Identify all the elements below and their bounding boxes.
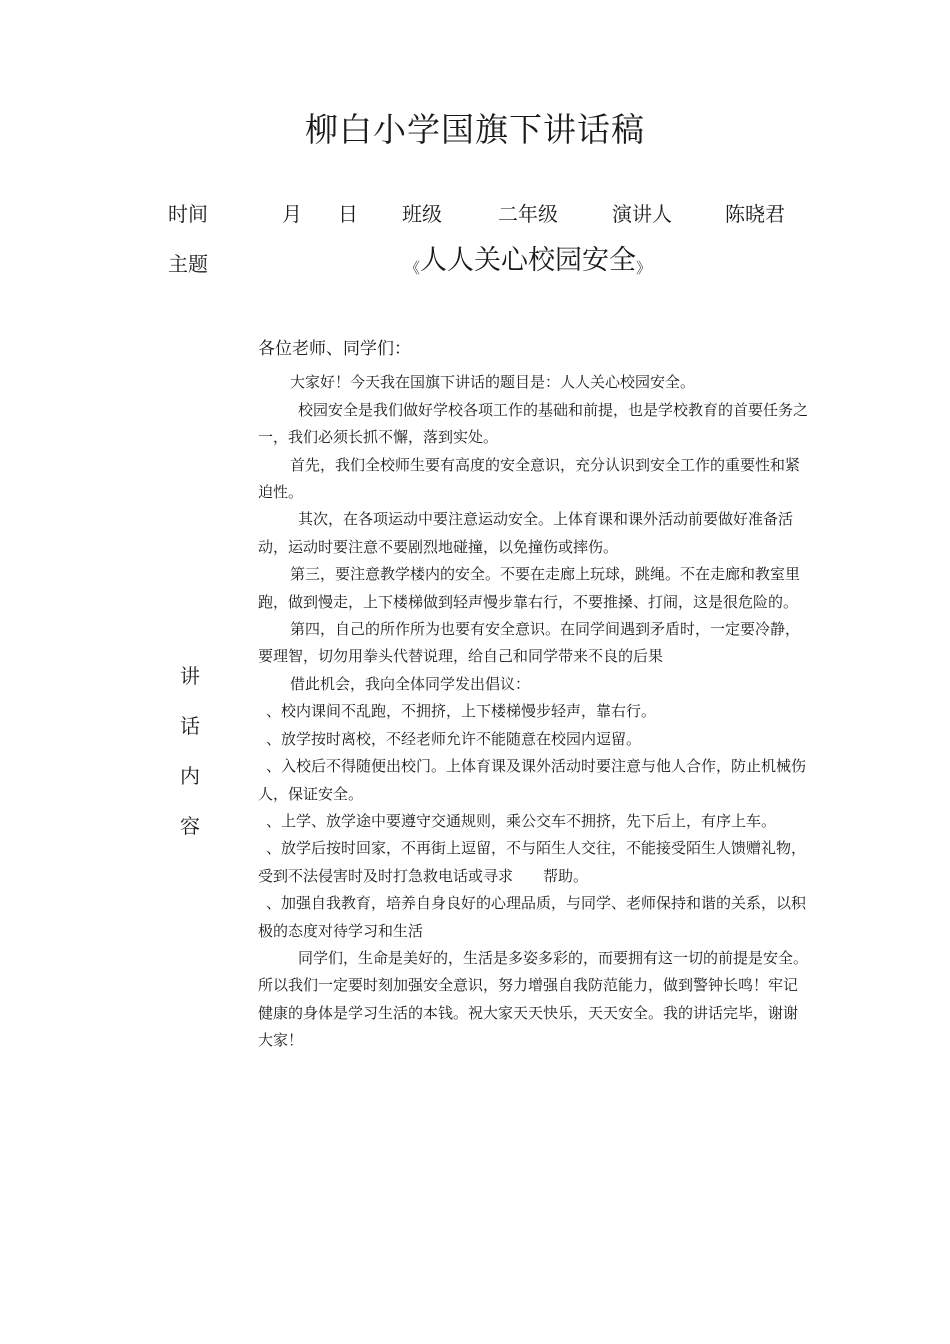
month-label: 月 bbox=[282, 202, 302, 226]
section-label-char: 讲 bbox=[180, 664, 200, 688]
theme-open-quote: 《 bbox=[405, 259, 421, 277]
list-item: 、放学按时离校，不经老师允许不能随意在校园内逗留。 bbox=[266, 729, 642, 748]
paragraph: 借此机会，我向全体同学发出倡议： bbox=[290, 674, 531, 693]
greeting: 各位老师、同学们： bbox=[258, 339, 411, 359]
paragraph: 其次，在各项运动中要注意运动安全。上体育课和课外活动前要做好准备活动，运动时要注意不要剧烈地碰撞，以免撞伤或摔伤。 bbox=[258, 510, 794, 556]
theme-label: 主题 bbox=[168, 252, 208, 276]
paragraph: 首先，我们全校师生要有高度的安全意识，充分认识到安全工作的重要性和紧迫性。 bbox=[258, 455, 801, 502]
section-label-char: 话 bbox=[180, 714, 200, 738]
list-item: 、校内课间不乱跑，不拥挤，上下楼梯慢步轻声，靠右行。 bbox=[266, 702, 657, 721]
section-label-char: 容 bbox=[180, 814, 200, 838]
section-label-char: 内 bbox=[180, 764, 200, 788]
theme-value: 人人关心校园安全 bbox=[420, 245, 637, 276]
class-label: 班级 bbox=[402, 202, 442, 226]
paragraph: 校园安全是我们做好学校各项工作的基础和前提，也是学校教育的首要任务之一，我们必须长抓不懈，落到实处。 bbox=[258, 400, 809, 447]
theme-close-quote: 》 bbox=[636, 259, 652, 277]
list-item: 、入校后不得随便出校门。上体育课及课外活动时要注意与他人合作，防止机械伤人，保证安全。 bbox=[258, 757, 807, 803]
paragraph: 同学们，生命是美好的，生活是多姿多彩的，而要拥有这一切的前提是安全。所以我们一定要时刻加强安全意识，努力增强自我防范能力，做到警钟长鸣！牢记健康的身体是学习生活的本钱。祝大家天天快乐，天天安全。我的讲话完毕，谢谢大家！ bbox=[258, 948, 809, 1050]
section-label-vertical bbox=[180, 660, 204, 860]
list-item: 、上学、放学途中要遵守交通规则，乘公交车不拥挤，先下后上，有序上车。 bbox=[266, 811, 777, 830]
class-value: 二年级 bbox=[498, 202, 558, 226]
document-title: 柳白小学国旗下讲话稿 bbox=[305, 110, 645, 149]
day-label: 日 bbox=[338, 202, 358, 226]
paragraph: 第四，自己的所作所为也要有安全意识。在同学间遇到矛盾时，一定要冷静，要理智，切勿用拳头代替说理，给自己和同学带来不良的后果 bbox=[258, 620, 801, 666]
list-item: 、放学后按时回家，不再街上逗留，不与陌生人交往，不能接受陌生人馈赠礼物，受到不法侵害时及时打急救电话或寻求 帮助。 bbox=[258, 839, 807, 885]
speaker-value: 陈晓君 bbox=[725, 202, 785, 226]
theme-title bbox=[405, 238, 651, 278]
paragraph: 大家好！今天我在国旗下讲话的题目是：人人关心校园安全。 bbox=[290, 373, 696, 392]
list-item: 、加强自我教育，培养自身良好的心理品质，与同学、老师保持和谐的关系，以积极的态度对待学习和生活 bbox=[258, 894, 807, 940]
paragraph: 第三，要注意教学楼内的安全。不要在走廊上玩球，跳绳。不在走廊和教室里跑，做到慢走，上下楼梯做到轻声慢步靠右行，不要推搡、打闹，这是很危险的。 bbox=[258, 565, 801, 611]
time-label: 时间 bbox=[168, 202, 208, 226]
speaker-label: 演讲人 bbox=[612, 202, 672, 226]
speech-body bbox=[258, 336, 808, 1055]
